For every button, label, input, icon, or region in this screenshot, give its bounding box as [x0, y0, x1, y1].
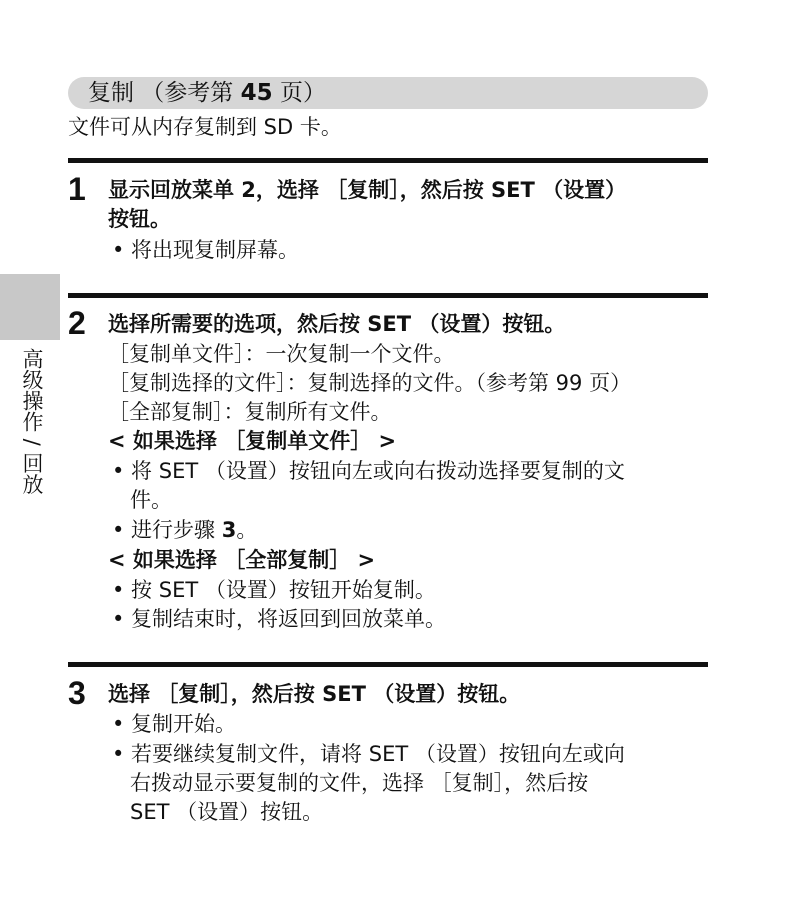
single-bullet2-suffix: 。 — [236, 518, 258, 542]
single-bullet1-line2: 件。 — [130, 488, 172, 512]
all-bullet1: • 按 SET （设置）按钮开始复制。 — [112, 578, 436, 602]
single-bullet2-step-ref: 3 — [221, 518, 237, 542]
side-section-label: 高级操作 / 回放 — [20, 348, 44, 495]
step-3-bullet2-line2: 右拨动显示要复制的文件，选择 ［复制］，然后按 — [130, 771, 589, 795]
step-3-bullet1: • 复制开始。 — [112, 712, 237, 736]
step-2-number: 2 — [68, 305, 86, 341]
step-3-bullet2-line3: SET （设置）按钮。 — [130, 800, 324, 824]
single-bullet2-prefix: • 进行步骤 — [112, 518, 222, 542]
section-title — [88, 78, 326, 108]
title-page-ref: 45 — [240, 80, 273, 106]
step-1-divider — [68, 158, 708, 163]
step-2-title: 选择所需要的选项，然后按 SET （设置）按钮。 — [108, 312, 566, 336]
all-bullet2: • 复制结束时，将返回到回放菜单。 — [112, 607, 447, 631]
step-3-divider — [68, 662, 708, 667]
section-header-bar — [68, 77, 708, 109]
option-copy-all: ［全部复制］：复制所有文件。 — [108, 400, 392, 424]
step-1-number: 1 — [68, 171, 86, 207]
single-bullet2 — [112, 516, 257, 545]
side-tab — [0, 274, 60, 340]
step-3-title: 选择 ［复制］，然后按 SET （设置）按钮。 — [108, 682, 521, 706]
intro-text: 文件可从内存复制到 SD 卡。 — [68, 115, 342, 139]
option-copy-single: ［复制单文件］：一次复制一个文件。 — [108, 342, 455, 366]
option-copy-selected: ［复制选择的文件］：复制选择的文件。（参考第 99 页） — [108, 371, 632, 395]
step-1-title-line2: 按钮。 — [108, 207, 171, 231]
title-prefix: 复制 （参考第 — [88, 80, 241, 106]
step-3-bullet2-line1: • 若要继续复制文件，请将 SET （设置）按钮向左或向 — [112, 742, 625, 766]
sub-heading-all: < 如果选择 ［全部复制］ > — [108, 548, 376, 572]
step-3-number: 3 — [68, 675, 86, 711]
step-2-divider — [68, 293, 708, 298]
sub-heading-single: < 如果选择 ［复制单文件］ > — [108, 429, 397, 453]
step-1-title-line1: 显示回放菜单 2，选择 ［复制］，然后按 SET （设置） — [108, 178, 627, 202]
title-suffix: 页） — [272, 80, 326, 106]
step-1-bullet: • 将出现复制屏幕。 — [112, 238, 300, 262]
single-bullet1-line1: • 将 SET （设置）按钮向左或向右拨动选择要复制的文 — [112, 459, 625, 483]
